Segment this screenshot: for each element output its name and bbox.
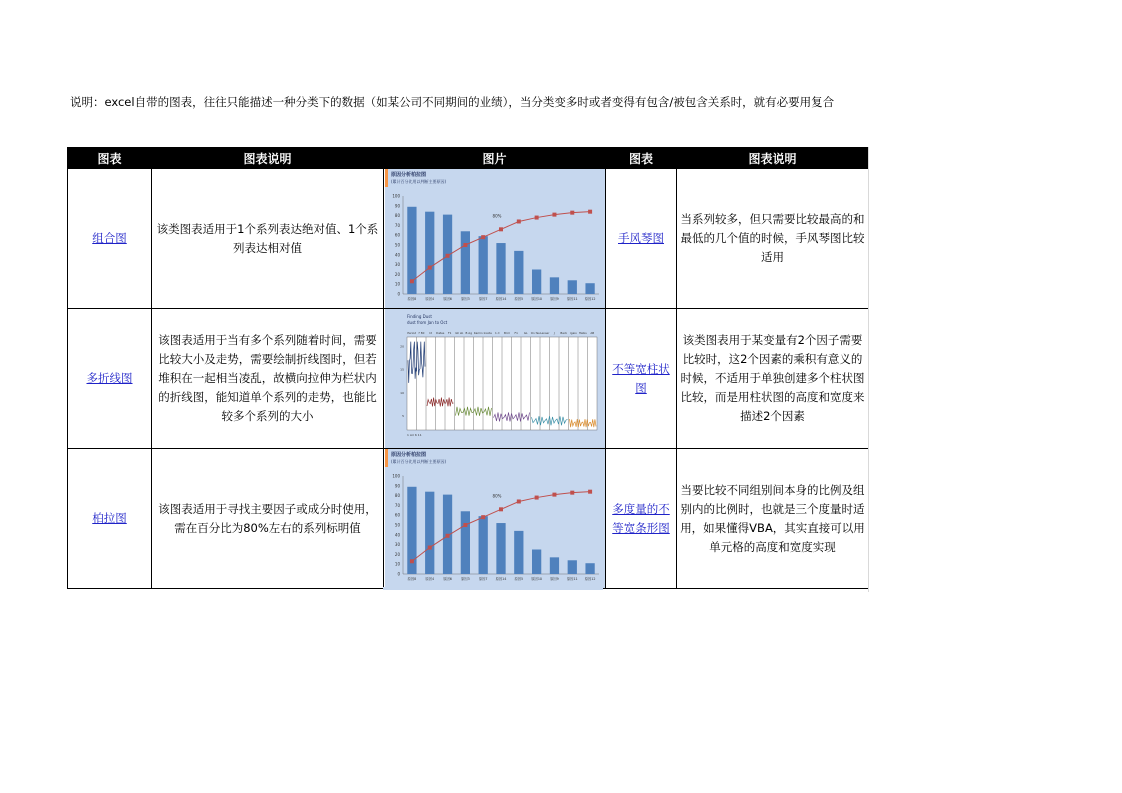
combo-chart-thumbnail [385, 169, 605, 308]
cumulative-point [552, 493, 556, 497]
y-tick-label: 100 [391, 473, 400, 479]
link-multi-measure-bar-chart[interactable]: 多度量的不等宽条形图 [612, 501, 670, 535]
chart-subtitle: (累计百分比用以判断主要原因) [390, 179, 446, 184]
cumulative-point [570, 211, 574, 215]
cumulative-point [588, 490, 592, 494]
chart-subtitle: (累计百分比用以判断主要原因) [390, 459, 446, 464]
desc-cell: 该类图表用于某变量有2个因子需要比较时，这2个因素的乘积有意义的时候，不适用于单独创建多个柱状图比较，而是用柱状图的高度和宽度来描述2个因素 [677, 309, 869, 449]
panel-label: Gh sb [454, 331, 463, 335]
table-header-row [68, 148, 869, 169]
page-edge-line [868, 147, 869, 592]
x-tick-label: 原因3 [460, 297, 470, 301]
cumulative-point [463, 523, 467, 527]
link-cell [606, 169, 677, 309]
y-tick-label: 40 [394, 252, 400, 258]
y-tick-label: 50 [394, 242, 400, 248]
header-chart-desc-2: 图表说明 [677, 148, 869, 169]
y-tick-label: 10 [394, 281, 400, 287]
cumulative-point [409, 279, 413, 283]
desc-cell: 该图表适用于当有多个系列随着时间，需要比较大小及走势，需要绘制折线图时，但若堆积在一起相当凌乱，故横向拉伸为栏状内的折线图，能知道单个系列的走势，也能比较多个系列的大小 [152, 309, 384, 449]
y-tick-label: 0 [396, 571, 400, 577]
x-tick-label: 原因9 [549, 297, 559, 301]
pareto-chart-thumbnail [385, 449, 605, 588]
desc-cell: 该图表适用于寻找主要因子或成分时使用，需在百分比为80%左右的系列标明值 [152, 449, 384, 589]
y-tick-label: 100 [391, 193, 400, 199]
bar [585, 283, 594, 294]
x-tick-label: 原因9 [549, 577, 559, 581]
y-tick-label: 20 [394, 271, 400, 277]
bar [514, 251, 523, 294]
x-tick-label: 原因10 [530, 577, 542, 581]
title-accent-bar [385, 449, 388, 467]
link-cell [606, 309, 677, 449]
bar [425, 492, 434, 574]
bar [567, 280, 576, 294]
panel-label: Back [559, 331, 567, 335]
panel-label: F1 [447, 331, 451, 335]
link-multi-line-chart[interactable]: 多折线图 [86, 371, 133, 385]
panel-label: B Ag [465, 331, 472, 335]
cumulative-point [570, 491, 574, 495]
panel-label: Inside [483, 331, 492, 335]
link-cell [68, 449, 152, 589]
bar [460, 231, 469, 294]
link-variable-width-column-chart[interactable]: 不等宽柱状图 [612, 361, 670, 395]
chart-title: 原因分析柏拉图 [390, 452, 426, 458]
cumulative-point [552, 213, 556, 217]
cumulative-point [534, 216, 538, 220]
link-combo-chart[interactable]: 组合图 [92, 231, 127, 245]
panel-label: 1 d [494, 331, 499, 335]
cumulative-point [588, 210, 592, 214]
header-chart: 图表 [68, 148, 152, 169]
cumulative-point [463, 243, 467, 247]
link-accordion-chart[interactable]: 手风琴图 [618, 231, 664, 245]
cumulative-point [409, 559, 413, 563]
header-picture: 图片 [384, 148, 606, 169]
panel-label: Kamin [473, 331, 483, 335]
y-tick-label: 30 [394, 542, 400, 548]
chart-subtitle: dust from Jan to Oct [406, 320, 447, 325]
y-tick-label: 60 [394, 512, 400, 518]
annotation-80pct: 80% [492, 493, 501, 499]
table-row [68, 309, 869, 449]
panel-line-chart-thumbnail [385, 309, 605, 448]
y-tick-label: 70 [394, 222, 400, 228]
panel-label: 7 80 [417, 331, 424, 335]
title-accent-bar [385, 169, 388, 187]
bar [585, 563, 594, 574]
desc-cell: 当要比较不同组别间本身的比例及组别内的比例时，也就是三个度量时适用，如果懂得VBA，其实直接可以用单元格的高度和宽度实现 [677, 449, 869, 589]
description-note: 说明：excel自带的图表，往往只能描述一种分类下的数据（如某公司不同期间的业绩），当分类变多时或者变得有包含/被包含关系时，就有必要用复合 [70, 95, 835, 109]
bar [425, 212, 434, 294]
y-tick-label: 90 [394, 203, 400, 209]
bar [567, 560, 576, 574]
table-row [68, 169, 869, 309]
combo-chart-svg [385, 169, 605, 308]
cumulative-point [516, 499, 520, 503]
header-chart-desc: 图表说明 [152, 148, 384, 169]
cumulative-point [445, 534, 449, 538]
x-tick-label: 原因4 [424, 577, 434, 581]
cumulative-point [481, 235, 485, 239]
cumulative-point [427, 266, 431, 270]
y-tick-label: 40 [394, 532, 400, 538]
desc-cell: 该类图表适用于1个系列表达绝对值、1个系列表达相对值 [152, 169, 384, 309]
panel-label: Brid [503, 331, 510, 335]
cumulative-point [516, 219, 520, 223]
cumulative-point [499, 507, 503, 511]
picture-cell [384, 309, 606, 449]
link-cell [68, 169, 152, 309]
y-tick-label: 60 [394, 232, 400, 238]
panel-label: Habis [578, 331, 587, 335]
panel-label: rgaio [569, 331, 577, 335]
bar [532, 270, 541, 295]
x-tick-label: 原因12 [584, 577, 595, 581]
chart-title: 原因分析柏拉图 [390, 172, 426, 178]
panel-label: Period [406, 331, 416, 335]
panel-label: IX [428, 331, 432, 335]
pareto-chart-svg [385, 449, 605, 588]
y-tick-label: 10 [399, 390, 404, 395]
y-tick-label: 80 [394, 493, 400, 499]
x-tick-label: 原因8 [407, 577, 416, 581]
panel-label: J [553, 331, 555, 335]
cumulative-point [427, 546, 431, 550]
bar [549, 557, 558, 574]
desc-cell: 当系列较多，但只需要比较最高的和最低的几个值的时候，手风琴图比较适用 [677, 169, 869, 309]
x-tick-label: 原因12 [584, 297, 595, 301]
x-tick-label: 原因8 [407, 297, 416, 301]
y-tick-label: 30 [394, 262, 400, 268]
x-tick-label: 原因3 [460, 577, 470, 581]
chart-catalog-table [67, 147, 869, 589]
x-tick-label: 原因6 [442, 577, 452, 581]
y-tick-label: 5 [401, 414, 404, 419]
y-tick-label: 20 [394, 551, 400, 557]
bar [478, 236, 487, 294]
y-tick-label: 80 [394, 213, 400, 219]
chart-title: Finding Dust [406, 314, 432, 319]
x-tick-label: 原因14 [495, 577, 506, 581]
y-tick-label: 0 [396, 291, 400, 297]
bar [496, 243, 505, 294]
panel-label: F1 [514, 331, 518, 335]
x-tick-label: 原因6 [442, 297, 452, 301]
x-tick-label: 原因10 [530, 297, 542, 301]
bar [549, 277, 558, 294]
panel-label: Lenser [539, 331, 549, 335]
picture-cell [384, 169, 606, 309]
x-axis-label: 1 Air 6 11 [406, 433, 422, 437]
bar [460, 511, 469, 574]
cumulative-point [445, 254, 449, 258]
x-tick-label: 原因7 [478, 577, 488, 581]
x-tick-label: 原因5 [513, 297, 523, 301]
picture-frame-overflow [383, 587, 603, 590]
x-tick-label: 原因4 [424, 297, 434, 301]
cumulative-point [499, 227, 503, 231]
link-cell [68, 309, 152, 449]
cumulative-point [481, 515, 485, 519]
annotation-80pct: 80% [492, 213, 501, 219]
y-tick-label: 20 [399, 344, 404, 349]
y-tick-label: 50 [394, 522, 400, 528]
panel-label: GL [523, 331, 528, 335]
x-tick-label: 原因5 [513, 577, 523, 581]
panel-label: On fas [530, 331, 540, 335]
x-tick-label: 原因7 [478, 297, 488, 301]
y-tick-label: 70 [394, 502, 400, 508]
panel-label: AB [589, 331, 594, 335]
bar [514, 531, 523, 574]
bar [478, 516, 487, 574]
picture-cell [384, 449, 606, 589]
table-row [68, 449, 869, 589]
cumulative-point [534, 496, 538, 500]
panel-label: Dates [435, 331, 444, 335]
header-chart-2: 图表 [606, 148, 677, 169]
y-tick-label: 90 [394, 483, 400, 489]
link-pareto-chart[interactable]: 柏拉图 [92, 511, 127, 525]
bar [496, 523, 505, 574]
panel-line-chart-svg [385, 309, 605, 448]
link-cell [606, 449, 677, 589]
x-tick-label: 原因11 [566, 297, 578, 301]
x-tick-label: 原因14 [495, 297, 506, 301]
y-tick-label: 10 [394, 561, 400, 567]
x-tick-label: 原因11 [566, 577, 578, 581]
bar [532, 550, 541, 575]
y-tick-label: 15 [399, 367, 404, 372]
